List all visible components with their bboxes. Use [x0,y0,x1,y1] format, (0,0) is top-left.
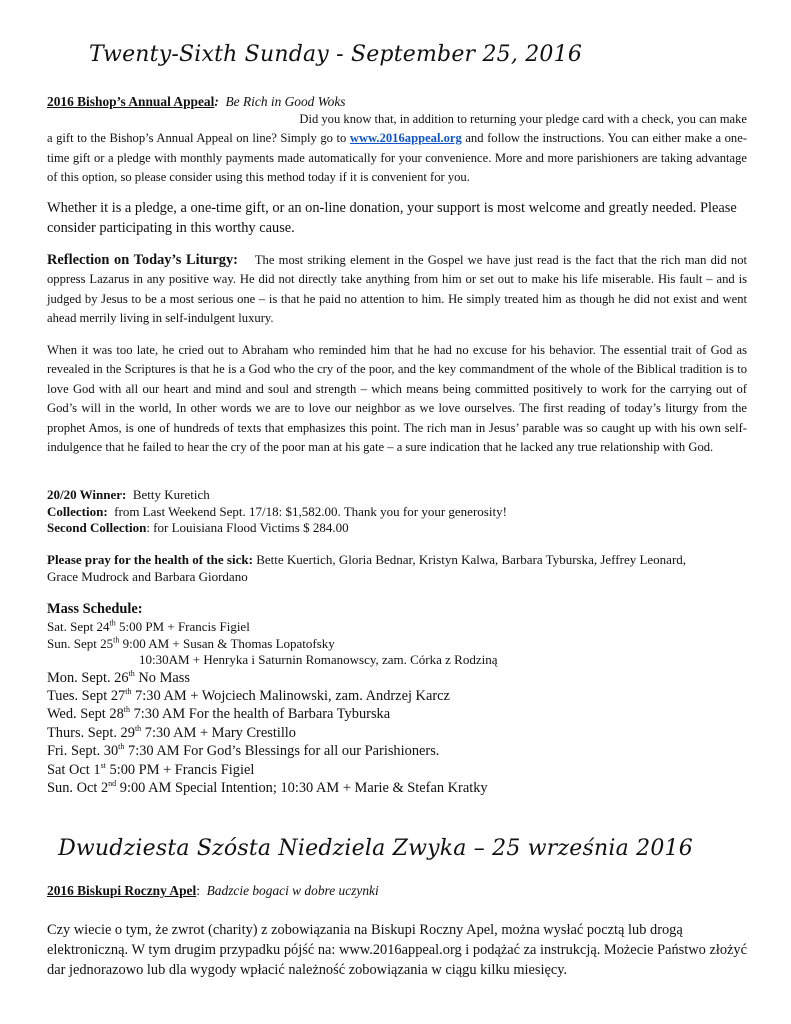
mass-day-suffix: nd [108,779,117,789]
winner-line [47,487,747,504]
mass-entry [47,705,747,723]
appeal-body [47,129,747,187]
reflection-heading: Reflection on Today’s Liturgy: [47,252,238,268]
appeal-first-line: Did you know that, in addition to returning your pledge card with a check, you can make [299,112,747,126]
reflection-paragraph-1: The most striking element in the Gospel we have just read is the fact that the rich man did not oppress Lazarus in any positive way. He did not directly take anything from him or set out to make his life miserable. His fault – and is judged by Jesus to be a most serious one – is that he paid no attention to him. He simply treated him as though he did not exist and went ahead merrily living in self-indulgent luxury. [47,253,747,326]
collection-label: Collection: [47,503,108,519]
reflection-paragraph-2: When it was too late, he cried out to Abraham who reminded him that he had no excuse for his behavior. The essential trait of God as revealed in the Scriptures is that he is a God who the cry of the poor, and the key commandment of the whole of the Biblical tradition is to love God with all our heart and mind and soul and strength – which means being committed positively to work for the carrying out of God’s will in the world, In other words we are to love our neighbor as we love ourselves. The first reading of today’s liturgy from the prophet Amos, is one of hundreds of texts that emphasizes this point. The rich man in Jesus’ parable was so caught up with his own self-indulgence that he failed to hear the cry of the poor man at his gate – a sure indication that he lacked any true relationship with God. [47,343,747,455]
mass-entry [47,687,747,705]
mass-day: Wed. Sept 28 [47,706,124,723]
mass-day: Fri. Sept. 30 [47,743,119,760]
appeal-subtitle: Be Rich in Good Woks [225,94,346,109]
appeal-link[interactable]: www.2016appeal.org [349,131,462,146]
mass-detail: 7:30 AM + Wojciech Malinowski, zam. Andrzej Karcz [131,687,450,704]
mass-detail: 5:00 PM + Francis Figiel [115,619,250,634]
sick-names: Bette Kuertich, Gloria Bednar, Kristyn Kalwa, Barbara Tyburska, Jeffrey Leonard, Grace Mudrock and Barbara Giordano [47,552,687,584]
mass-entry [47,619,747,636]
polish-appeal-colon: : [196,883,200,898]
sick-section [47,552,707,585]
mass-entry [47,779,747,797]
mass-day: Sun. Oct 2 [47,779,109,796]
mass-day-suffix: st [100,760,106,770]
polish-appeal-heading: 2016 Biskupi Roczny Apel [47,883,197,898]
mass-detail: 7:30 AM For the health of Barbara Tyburska [130,706,391,723]
second-collection-label: Second Collection [47,520,147,535]
mass-detail: 9:00 AM Special Intention; 10:30 AM + Marie & Stefan Kratky [116,779,488,796]
mass-detail: 7:30 AM For God’s Blessings for all our Parishioners. [124,743,440,760]
mass-day-suffix: th [123,705,131,715]
appeal-section [47,94,747,188]
winner-label: 20/20 Winner: [47,487,127,502]
mass-detail: No Mass [134,669,190,686]
mass-entry [47,724,747,742]
mass-day: Sun. Sept 25 [47,635,114,651]
mass-day: Sat Oct 1 [47,761,101,778]
appeal-body-before-link: a gift to the Bishop’s Annual Appeal on line? Simply go to [47,131,350,146]
appeal-heading: 2016 Bishop’s Annual Appeal [47,94,215,109]
mass-day-suffix: th [109,618,116,628]
mass-day-suffix: th [113,635,120,645]
mass-entry: 10:30AM + Henryka i Saturnin Romanowscy, zam. Córka z Rodziną [139,652,498,667]
mass-detail: 7:30 AM + Mary Crestillo [141,724,297,741]
sick-label: Please pray for the health of the sick: [47,552,253,567]
mass-day: Tues. Sept 27 [47,687,126,704]
mass-day: Mon. Sept. 26 [47,669,129,686]
mass-heading: Mass Schedule: [47,601,143,617]
mass-entry [47,669,747,687]
polish-page-title: Dwudziesta Szósta Niedziela Zwyka – 25 września 2016 [58,836,693,861]
mass-schedule [47,600,747,797]
second-collection-value: : for Louisiana Flood Victims $ 284.00 [146,520,349,535]
appeal-body-after-link: and follow the instructions. You can either make a one-time gift or a pledge with monthly payments made automatically for your convenience. More and more parishioners are taking advantage of this option, so please consider using this method today if it is convenient for you. [47,131,747,185]
reflection-section [47,251,747,329]
page-title: Twenty-Sixth Sunday - September 25, 2016 [88,42,583,67]
winner-value: Betty Kuretich [132,487,210,502]
mass-day-suffix: th [125,687,132,697]
mass-detail: 9:00 AM + Susan & Thomas Lopatofsky [119,635,335,651]
collection-line [47,504,747,521]
mass-day-suffix: th [134,723,142,733]
polish-appeal-heading-line [47,882,747,900]
collections-section [47,487,747,537]
appeal-closing: Whether it is a pledge, a one-time gift, or an on-line donation, your support is most welcome and greatly needed. Please consider participating in this worthy cause. [47,200,737,236]
mass-day: Sat. Sept 24 [47,619,110,634]
mass-day-suffix: th [128,668,135,678]
mass-entry [47,742,747,760]
collection-value: from Last Weekend Sept. 17/18: $1,582.00. Thank you for your generosity! [114,503,507,519]
polish-appeal-subtitle: Badzcie bogaci w dobre uczynki [206,883,379,898]
mass-day-suffix: th [118,742,125,752]
mass-entry [47,761,747,779]
second-collection-line [47,520,747,537]
mass-entry [47,636,747,653]
mass-detail: 5:00 PM + Francis Figiel [105,761,255,778]
polish-appeal-body: Czy wiecie o tym, że zwrot (charity) z zobowiązania na Biskupi Roczny Apel, można wysłać pocztą lub drogą elektroniczną. W tym drugim przypadku pójść na: www.2016appeal.org i podążać za instrukcją. Możecie Państwo złożyć dar jednorazowo lub dla wygody wpłacić należność zobowiązania w ciągu kilku miesięcy. [47,922,747,978]
mass-day: Thurs. Sept. 29 [47,724,135,741]
appeal-colon: : [214,94,219,109]
